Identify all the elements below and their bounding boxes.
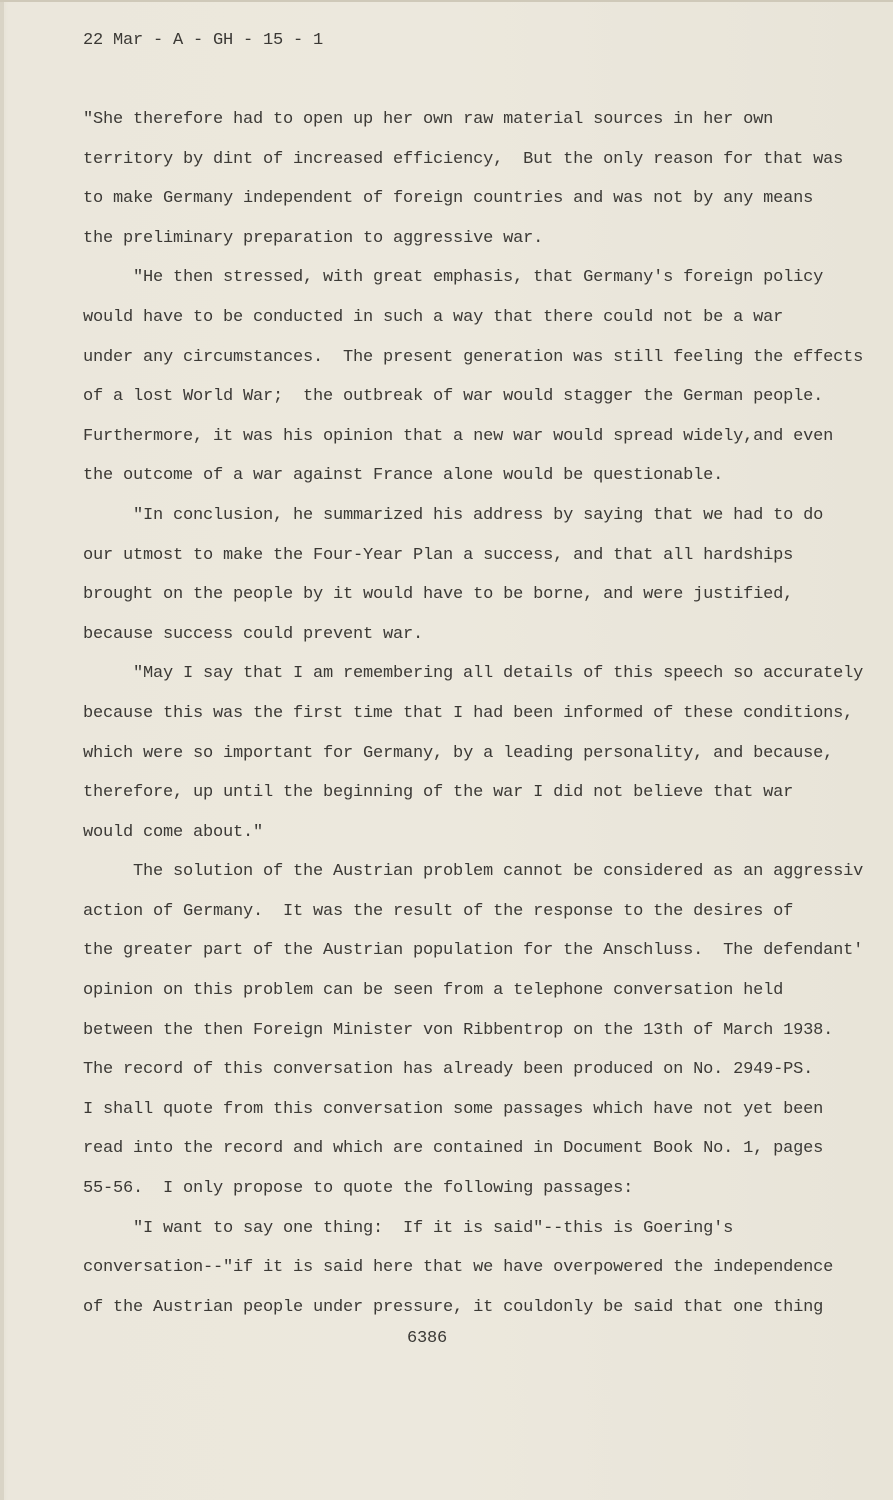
text-line: 55-56. I only propose to quote the following passages: (83, 1179, 634, 1199)
document-body (83, 108, 863, 1335)
paper-edge (0, 0, 4, 1500)
text-line: territory by dint of increased efficiency, But the only reason for that was (83, 149, 844, 169)
text-line: opinion on this problem can be seen from a telephone conversation held (83, 981, 784, 1001)
text-line: would have to be conducted in such a way that there could not be a war (83, 307, 784, 327)
text-line: to make Germany independent of foreign countries and was not by any means (83, 189, 814, 209)
text-line: under any circumstances. The present generation was still feeling the effects (83, 347, 864, 367)
text-line: read into the record and which are contained in Document Book No. 1, pages (83, 1139, 824, 1159)
text-line: conversation--"if it is said here that we have overpowered the independence (83, 1258, 834, 1278)
text-line: Furthermore, it was his opinion that a new war would spread widely,and even (83, 426, 834, 446)
text-line: I shall quote from this conversation some passages which have not yet been (83, 1099, 824, 1119)
text-line: "I want to say one thing: If it is said"--this is Goering's (133, 1218, 734, 1238)
text-line: the greater part of the Austrian population for the Anschluss. The defendant' (83, 941, 864, 961)
text-line: between the then Foreign Minister von Ribbentrop on the 13th of March 1938. (83, 1020, 834, 1040)
text-line: which were so important for Germany, by a leading personality, and because, (83, 743, 834, 763)
text-line: the outcome of a war against France alone would be questionable. (83, 466, 724, 486)
text-line: The record of this conversation has already been produced on No. 2949-PS. (83, 1060, 814, 1080)
text-line: our utmost to make the Four-Year Plan a success, and that all hardships (83, 545, 794, 565)
text-line: the preliminary preparation to aggressive war. (83, 228, 544, 248)
text-line: would come about." (83, 822, 264, 842)
text-line: because success could prevent war. (83, 624, 424, 644)
text-line: therefore, up until the beginning of the war I did not believe that war (83, 783, 794, 803)
page-header: 22 Mar - A - GH - 15 - 1 (83, 31, 324, 50)
page-number: 6386 (407, 1329, 448, 1348)
text-line: "May I say that I am remembering all details of this speech so accurately (133, 664, 864, 684)
text-line: brought on the people by it would have to be borne, and were justified, (83, 585, 794, 605)
top-edge (0, 0, 893, 2)
text-line: "He then stressed, with great emphasis, that Germany's foreign policy (133, 268, 824, 288)
text-line: of a lost World War; the outbreak of war would stagger the German people. (83, 387, 824, 407)
text-line: because this was the first time that I had been informed of these conditions, (83, 703, 854, 723)
text-line: action of Germany. It was the result of the response to the desires of (83, 901, 794, 921)
text-line: The solution of the Austrian problem cannot be considered as an aggressiv (133, 862, 864, 882)
text-line: "In conclusion, he summarized his address by saying that we had to do (133, 505, 824, 525)
text-line: "She therefore had to open up her own raw material sources in her own (83, 110, 774, 129)
text-line: of the Austrian people under pressure, it couldonly be said that one thing (83, 1297, 824, 1317)
